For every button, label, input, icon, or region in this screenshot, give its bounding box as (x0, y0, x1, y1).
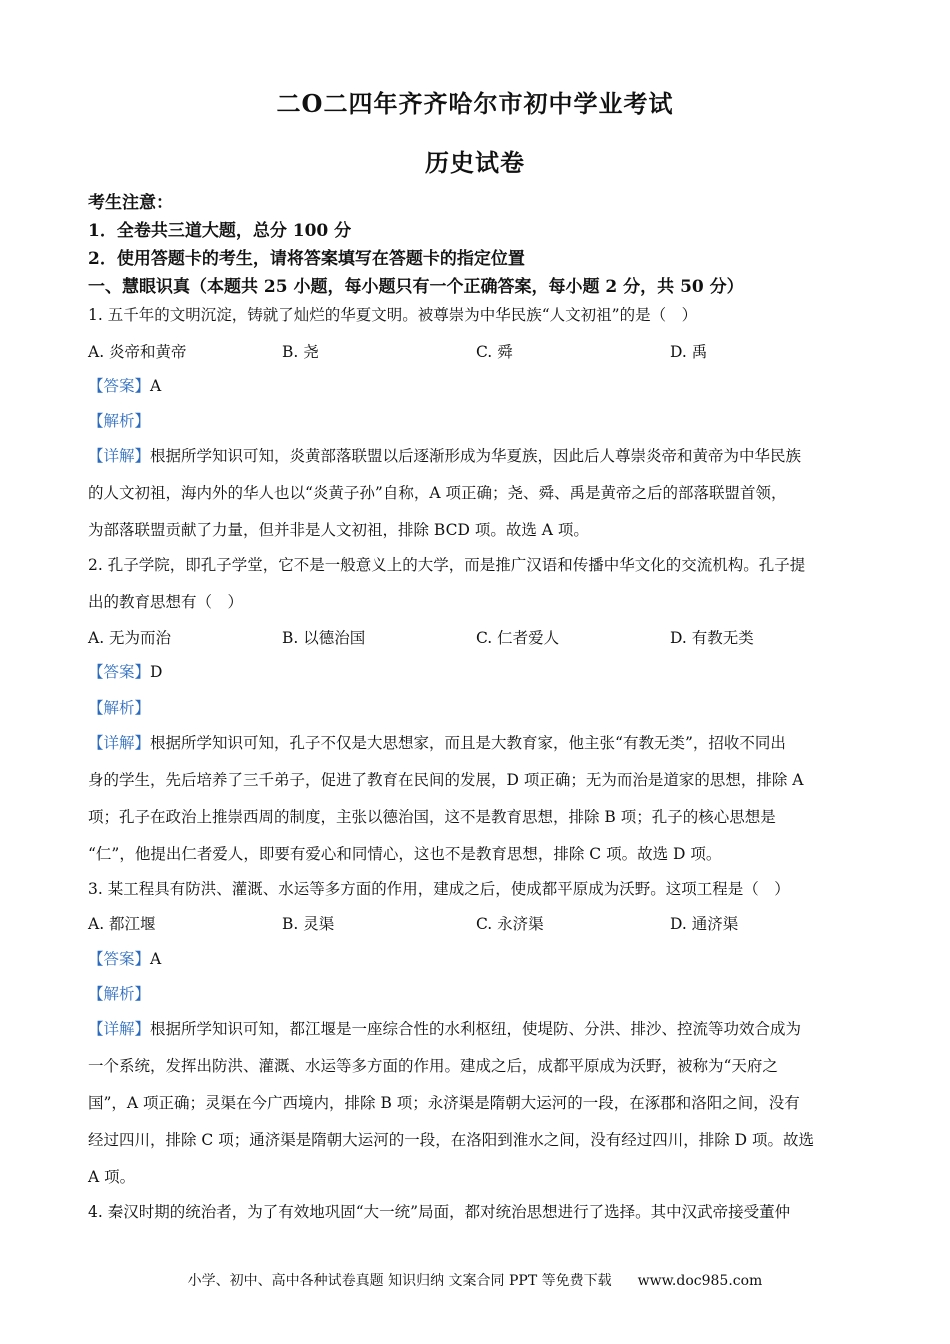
detail-tag: 【详解】 (88, 734, 151, 752)
question-3-detail-line-2: 一个系统，发挥出防洪、灌溉、水运等多方面的作用。建成之后，成都平原成为沃野，被称为“天府之 (88, 1057, 778, 1075)
question-3-stem: 3. 某工程具有防洪、灌溉、水运等多方面的作用，建成之后，使成都平原成为沃野。这项工程是（ ） (88, 880, 790, 898)
notice-item-1: 1．全卷共三道大题，总分 100 分 (88, 221, 352, 241)
question-2-option-b: B. 以德治国 (282, 629, 366, 647)
question-3-option-d: D. 通济渠 (670, 915, 739, 933)
question-3-detail-line-4: 经过四川，排除 C 项；通济渠是隋朝大运河的一段，在洛阳到淮水之间，没有经过四川，排除 D 项。故选 (88, 1131, 814, 1149)
question-2-detail-line-3: 项；孔子在政治上推崇西周的制度，主张以德治国，这不是教育思想，排除 B 项；孔子的核心思想是 (88, 808, 776, 826)
question-1-option-a: A. 炎帝和黄帝 (88, 343, 187, 361)
exam-subject-title: 历史试卷 (425, 148, 525, 177)
question-3-detail-line-3: 国”，A 项正确；灵渠在今广西境内，排除 B 项；永济渠是隋朝大运河的一段，在涿郡和洛阳之间，没有 (88, 1094, 800, 1112)
question-3-detail-line-5: A 项。 (88, 1168, 136, 1186)
question-3-option-a: A. 都江堰 (88, 915, 156, 933)
section-heading: 一、慧眼识真（本题共 25 小题，每小题只有一个正确答案，每小题 2 分，共 50 分） (88, 277, 744, 297)
question-2-stem-line-2: 出的教育思想有（ ） (88, 593, 244, 611)
question-1-option-c: C. 舜 (476, 343, 513, 361)
answer-tag: 【答案】 (88, 663, 151, 681)
question-2-stem-line-1: 2. 孔子学院，即孔子学堂，它不是一般意义上的大学，而是推广汉语和传播中华文化的交流机构。孔子提 (88, 556, 806, 574)
question-1-detail-line-1 (88, 444, 863, 466)
question-2-option-c: C. 仁者爱人 (476, 629, 560, 647)
answer-tag: 【答案】 (88, 950, 151, 968)
detail-tag: 【详解】 (88, 447, 151, 465)
detail-text: 根据所学知识可知，炎黄部落联盟以后逐渐形成为华夏族，因此后人尊崇炎帝和黄帝为中华民族 (150, 447, 802, 465)
answer-value: D (150, 663, 163, 681)
question-1-option-d: D. 禹 (670, 343, 708, 361)
question-3-detail-line-1 (88, 1017, 863, 1039)
footer-url[interactable]: www.doc985.com (637, 1273, 763, 1289)
footer-text: 小学、初中、高中各种试卷真题 知识归纳 文案合同 PPT 等免费下载 (187, 1273, 612, 1289)
question-3-option-c: C. 永济渠 (476, 915, 544, 933)
question-1-detail-line-3: 为部落联盟贡献了力量，但并非是人文初祖，排除 BCD 项。故选 A 项。 (88, 521, 589, 539)
question-1-detail-line-2: 的人文初祖，海内外的华人也以“炎黄子孙”自称，A 项正确；尧、舜、禹是黄帝之后的部落联盟首领， (88, 484, 787, 502)
question-4-stem: 4. 秦汉时期的统治者，为了有效地巩固“大一统”局面，都对统治思想进行了选择。其中汉武帝接受董仲 (88, 1203, 791, 1221)
question-1-analysis-tag: 【解析】 (88, 412, 151, 430)
detail-text: 根据所学知识可知，孔子不仅是大思想家，而且是大教育家，他主张“有教无类”，招收不同出 (150, 734, 786, 752)
notice-item-2: 2．使用答题卡的考生，请将答案填写在答题卡的指定位置 (88, 249, 525, 269)
question-2-option-a: A. 无为而治 (88, 629, 172, 647)
question-2-detail-line-1 (88, 731, 863, 753)
question-2-analysis-tag: 【解析】 (88, 699, 151, 717)
question-1-answer (88, 374, 863, 396)
question-3-analysis-tag: 【解析】 (88, 985, 151, 1003)
question-3-option-b: B. 灵渠 (282, 915, 335, 933)
page-footer (0, 1270, 950, 1290)
exam-title: 二O二四年齐齐哈尔市初中学业考试 (276, 89, 674, 118)
question-3-answer (88, 947, 863, 969)
answer-tag: 【答案】 (88, 377, 151, 395)
detail-text: 根据所学知识可知，都江堰是一座综合性的水利枢纽，使堤防、分洪、排沙、控流等功效合成为 (150, 1020, 802, 1038)
question-2-detail-line-2: 身的学生，先后培养了三千弟子，促进了教育在民间的发展，D 项正确；无为而治是道家的思想，排除 A (88, 771, 804, 789)
question-2-option-d: D. 有教无类 (670, 629, 754, 647)
notice-heading: 考生注意： (88, 193, 173, 213)
question-1-stem: 1. 五千年的文明沉淀，铸就了灿烂的华夏文明。被尊崇为中华民族“人文初祖”的是（ ） (88, 306, 698, 324)
question-2-detail-line-4: “仁”，他提出仁者爱人，即要有爱心和同情心，这也不是教育思想，排除 C 项。故选 D 项。 (88, 845, 722, 863)
detail-tag: 【详解】 (88, 1020, 151, 1038)
answer-value: A (150, 950, 162, 968)
answer-value: A (150, 377, 162, 395)
question-1-option-b: B. 尧 (282, 343, 319, 361)
question-2-answer (88, 660, 863, 682)
